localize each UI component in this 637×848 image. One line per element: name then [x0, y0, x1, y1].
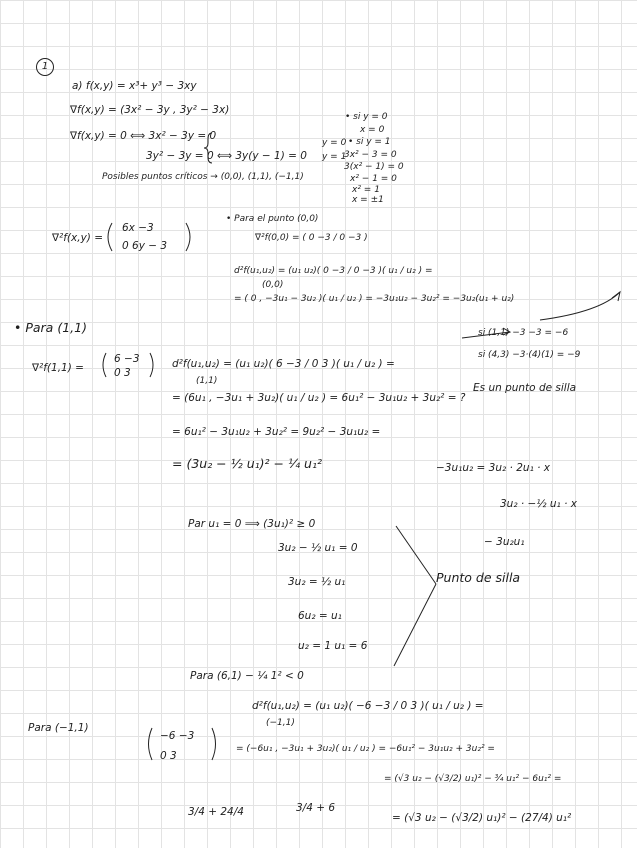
hessian11-left-paren: [103, 353, 106, 377]
origin-saddle-note: Es un punto de silla: [473, 382, 577, 394]
pointm11-line-3: = (√3 u₂ − (√3/2) u₁)² − ¾ u₁² − 6u₁² =: [384, 774, 562, 784]
point11-para-61: Para (6,1) − ¼ 1² < 0: [190, 670, 304, 682]
point11-eq-3: 6u₂ = u₁: [298, 610, 342, 622]
side-calc-5: 3(x² − 1) = 0: [344, 162, 404, 172]
side-calc-3: • si y = 1: [348, 137, 391, 147]
origin-result: = ( 0 , −3u₁ − 3u₂ )( u₁ / u₂ ) = −3u₁u₂ − 3u₂² = −3u₂(u₁ + u₂): [234, 294, 515, 304]
diagonal-line: [396, 526, 436, 584]
side-calc-7: x² = 1: [352, 185, 380, 195]
point11-eq-1: 3u₂ − ½ u₁ = 0: [278, 542, 358, 554]
origin-title: • Para el punto (0,0): [226, 214, 319, 224]
origin-at: (0,0): [262, 280, 284, 290]
hessian-row-2: 0 6y − 3: [122, 240, 168, 252]
second-equation: 3y² − 3y = 0 ⟺ 3y(y − 1) = 0: [146, 150, 307, 162]
point11-title: • Para (1,1): [14, 320, 87, 335]
pointm11-line-2: = (−6u₁ , −3u₁ + 3u₂)( u₁ / u₂ ) = −6u₁² − 3u₁u₂ + 3u₂² =: [236, 744, 495, 754]
hessian-left-paren: [108, 223, 112, 251]
point11-side-1: −3u₁u₂ = 3u₂ · 2u₁ · x: [436, 462, 551, 474]
point11-side-3: − 3u₂u₁: [484, 536, 525, 548]
side-calc-2: x = 0: [360, 125, 385, 135]
pointm11-hessian-row-2: 0 3: [160, 750, 177, 762]
hessian-right-paren: [186, 223, 190, 251]
point11-side-2: 3u₂ · −½ u₁ · x: [500, 498, 577, 510]
point11-line-4: = (3u₂ − ½ u₁)² − ¼ u₁²: [172, 456, 322, 471]
side-calc-6: x² − 1 = 0: [350, 174, 397, 184]
origin-check-1: si (1,1) −3 −3 = −6: [478, 328, 569, 338]
pointm11-line-4: = (√3 u₂ − (√3/2) u₁)² − (27/4) u₁²: [392, 812, 572, 824]
side-calc-8: x = ±1: [352, 195, 384, 205]
pointm11-at: (−1,1): [266, 718, 295, 728]
hessian-row-1: 6x −3: [122, 222, 154, 234]
hessianm11-right-paren: [212, 728, 216, 760]
branch-y1: y = 1: [322, 152, 347, 162]
side-calc-1: • si y = 0: [345, 112, 388, 122]
curved-arrow: [540, 292, 620, 320]
gradient-line: ∇f(x,y) = (3x² − 3y , 3y² − 3x): [70, 104, 230, 116]
function-definition: a) f(x,y) = x³+ y³ − 3xy: [72, 80, 197, 92]
point11-eq-2: 3u₂ = ½ u₁: [288, 576, 346, 588]
hessian11-right-paren: [150, 353, 153, 377]
point11-hessian-row-2: 0 3: [114, 367, 131, 379]
point11-d2: d²f(u₁,u₂) = (u₁ u₂)( 6 −3 / 0 3 )( u₁ / u₂ ) =: [172, 358, 395, 370]
critical-points: Posibles puntos críticos → (0,0), (1,1), (−1,1): [102, 172, 304, 182]
diagonal-line-2: [394, 584, 436, 666]
point11-para-u1: Par u₁ = 0 ⟹ (3u₁)² ≥ 0: [188, 518, 316, 530]
point11-saddle-note: Punto de silla: [436, 570, 521, 585]
point11-line-3: = 6u₁² − 3u₁u₂ + 3u₂² = 9u₂² − 3u₁u₂ =: [172, 426, 381, 438]
origin-check-2: si (4,3) −3·(4)(1) = −9: [478, 350, 581, 360]
side-calc-4: 3x² − 3 = 0: [344, 150, 397, 160]
pointm11-frac-1: 3/4 + 24/4: [188, 806, 244, 818]
point11-eq-4: u₂ = 1 u₁ = 6: [298, 640, 368, 652]
point11-hessian-row-1: 6 −3: [114, 353, 140, 365]
hessian-label: ∇²f(x,y) =: [52, 232, 104, 244]
point11-line-2: = (6u₁ , −3u₁ + 3u₂)( u₁ / u₂ ) = 6u₁² − 3u₁u₂ + 3u₂² = ?: [172, 392, 466, 404]
problem-number: 1: [36, 58, 54, 76]
pointm11-title: Para (−1,1): [28, 722, 89, 734]
pointm11-hessian-row-1: −6 −3: [160, 730, 195, 742]
origin-hessian: ∇²f(0,0) = ( 0 −3 / 0 −3 ): [255, 233, 368, 243]
branch-y0: y = 0: [322, 138, 347, 148]
pointm11-frac-2: 3/4 + 6: [296, 802, 336, 814]
pointm11-d2: d²f(u₁,u₂) = (u₁ u₂)( −6 −3 / 0 3 )( u₁ / u₂ ) =: [252, 700, 484, 712]
point11-hessian-label: ∇²f(1,1) =: [32, 362, 84, 374]
gradient-zero-line: ∇f(x,y) = 0 ⟺ 3x² − 3y = 0: [70, 130, 217, 142]
point11-at: (1,1): [196, 376, 218, 386]
origin-d2: d²f(u₁,u₂) = (u₁ u₂)( 0 −3 / 0 −3 )( u₁ / u₂ ) =: [234, 266, 433, 276]
hessianm11-left-paren: [149, 728, 153, 760]
